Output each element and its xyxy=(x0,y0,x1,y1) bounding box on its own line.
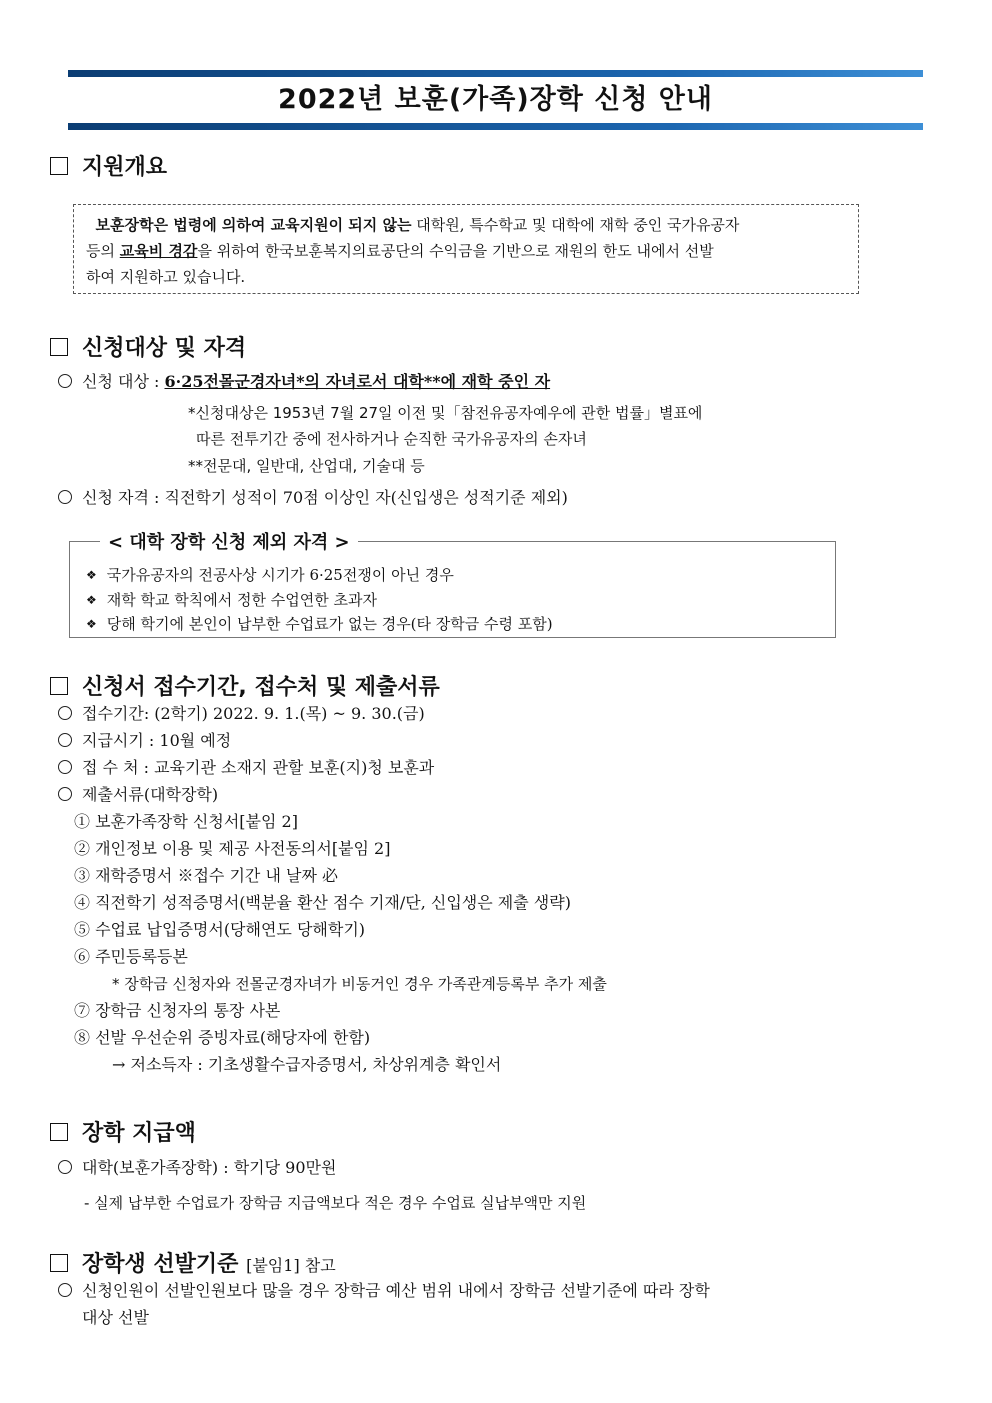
payment-line xyxy=(58,730,231,752)
qualification-label: 신청 자격 : xyxy=(82,488,160,507)
circle-bullet-icon xyxy=(58,706,72,720)
target-label: 신청 대상 : xyxy=(82,372,160,391)
doc-item: ② 개인정보 이용 및 제공 사전동의서[붙임 2] xyxy=(74,839,391,858)
overview-line-3 xyxy=(86,264,846,290)
section-title: 신청대상 및 자격 xyxy=(82,336,247,361)
circle-bullet-icon xyxy=(58,760,72,774)
section-selection-heading xyxy=(50,1247,336,1278)
circle-bullet-icon xyxy=(58,374,72,388)
target-note-1a: *신청대상은 1953년 7월 27일 이전 및「참전유공자예우에 관한 법률」별표에 xyxy=(188,404,703,422)
section-title: 지원개요 xyxy=(82,155,168,180)
amount-text: 대학(보훈가족장학) : 학기당 90만원 xyxy=(82,1158,337,1177)
overview-bold: 교육비 경감 xyxy=(119,242,198,260)
office-line xyxy=(58,757,434,779)
title-top-bar xyxy=(68,70,923,77)
selection-text: 신청인원이 선발인원보다 많을 경우 장학금 예산 범위 내에서 장학금 선발기준에 따라 장학 xyxy=(82,1281,710,1300)
doc-item: ① 보훈가족장학 신청서[붙임 2] xyxy=(74,812,298,831)
diamond-bullet-icon: ❖ xyxy=(86,593,97,607)
doc-item: ⑤ 수업료 납입증명서(당해연도 당해학기) xyxy=(74,920,366,939)
diamond-bullet-icon: ❖ xyxy=(86,568,97,582)
section-title: 신청서 접수기간, 접수처 및 제출서류 xyxy=(82,675,440,700)
title-block xyxy=(68,70,923,130)
exclusion-title: < 대학 장학 신청 제외 자격 > xyxy=(100,528,358,554)
selection-line-1 xyxy=(58,1280,710,1302)
overview-text: 을 위하여 한국보훈복지의료공단의 수익금을 기반으로 재원의 한도 내에서 선발 xyxy=(197,242,714,260)
period-line xyxy=(58,703,425,725)
doc-item: ④ 직전학기 성적증명서(백분율 환산 점수 기재/단, 신입생은 제출 생략) xyxy=(74,893,571,912)
exclusion-item xyxy=(86,613,553,635)
circle-bullet-icon xyxy=(58,1283,72,1297)
circle-bullet-icon xyxy=(58,733,72,747)
docs-label: 제출서류(대학장학) xyxy=(82,785,219,804)
exclusion-item xyxy=(86,564,454,586)
overview-line-1 xyxy=(86,212,846,238)
overview-line-2 xyxy=(86,238,846,264)
checkbox-square-icon xyxy=(50,157,68,175)
section-overview-heading xyxy=(50,150,167,181)
doc8-note: → 저소득자 : 기초생활수급자증명서, 차상위계층 확인서 xyxy=(112,1055,502,1074)
docs-line xyxy=(58,784,218,806)
office-text: 접 수 처 : 교육기관 소재지 관할 보훈(지)청 보훈과 xyxy=(82,758,435,777)
selection-line-2: 대상 선발 xyxy=(82,1308,149,1327)
section-title: 장학생 선발기준 xyxy=(82,1252,239,1277)
circle-bullet-icon xyxy=(58,490,72,504)
checkbox-square-icon xyxy=(50,1123,68,1141)
doc-item: ⑦ 장학금 신청자의 통장 사본 xyxy=(74,1001,281,1020)
checkbox-square-icon xyxy=(50,677,68,695)
overview-box xyxy=(73,204,859,294)
target-note-1b: 따른 전투기간 중에 전사하거나 순직한 국가유공자의 손자녀 xyxy=(196,430,587,448)
target-note-2: **전문대, 일반대, 산업대, 기술대 등 xyxy=(188,457,425,475)
checkbox-square-icon xyxy=(50,1254,68,1272)
period-text: 접수기간: (2학기) 2022. 9. 1.(목) ~ 9. 30.(금) xyxy=(82,704,425,723)
payment-text: 지급시기 : 10월 예정 xyxy=(82,731,232,750)
overview-text: 대학원, 특수학교 및 대학에 재학 중인 국가유공자 xyxy=(411,216,740,234)
checkbox-square-icon xyxy=(50,338,68,356)
section-eligibility-heading xyxy=(50,331,246,362)
target-line xyxy=(58,371,550,393)
overview-text: 하여 지원하고 있습니다. xyxy=(86,268,246,286)
page-title: 2022년 보훈(가족)장학 신청 안내 xyxy=(278,84,713,115)
section-title: 장학 지급액 xyxy=(82,1121,196,1146)
doc-item: ⑧ 선발 우선순위 증빙자료(해당자에 한함) xyxy=(74,1028,371,1047)
amount-note: - 실제 납부한 수업료가 장학금 지급액보다 적은 경우 수업료 실납부액만 지원 xyxy=(84,1194,587,1212)
overview-text: 등의 xyxy=(86,242,120,260)
exclusion-text: 국가유공자의 전공사상 시기가 6·25전쟁이 아닌 경우 xyxy=(106,566,454,584)
amount-line xyxy=(58,1157,336,1179)
diamond-bullet-icon: ❖ xyxy=(86,617,97,631)
qualification-line xyxy=(58,487,568,509)
exclusion-item xyxy=(86,589,377,611)
circle-bullet-icon xyxy=(58,1160,72,1174)
doc-item: ⑥ 주민등록등본 xyxy=(74,947,188,966)
section-application-heading xyxy=(50,670,440,701)
section-amount-heading xyxy=(50,1116,196,1147)
exclusion-text: 재학 학교 학칙에서 정한 수업연한 초과자 xyxy=(106,591,377,609)
doc-item: ③ 재학증명서 ※접수 기간 내 날짜 必 xyxy=(74,866,338,885)
qualification-value: 직전학기 성적이 70점 이상인 자(신입생은 성적기준 제외) xyxy=(164,488,568,507)
title-bottom-bar xyxy=(68,123,923,130)
exclusion-text: 당해 학기에 본인이 납부한 수업료가 없는 경우(타 장학금 수령 포함) xyxy=(106,615,553,633)
selection-aside: [붙임1] 참고 xyxy=(246,1256,336,1275)
doc6-note: * 장학금 신청자와 전몰군경자녀가 비동거인 경우 가족관계등록부 추가 제출 xyxy=(112,975,607,993)
overview-bold: 보훈장학은 법령에 의하여 교육지원이 되지 않는 xyxy=(95,216,412,234)
target-value: 6·25전몰군경자녀*의 자녀로서 대학**에 재학 중인 자 xyxy=(164,372,551,391)
circle-bullet-icon xyxy=(58,787,72,801)
